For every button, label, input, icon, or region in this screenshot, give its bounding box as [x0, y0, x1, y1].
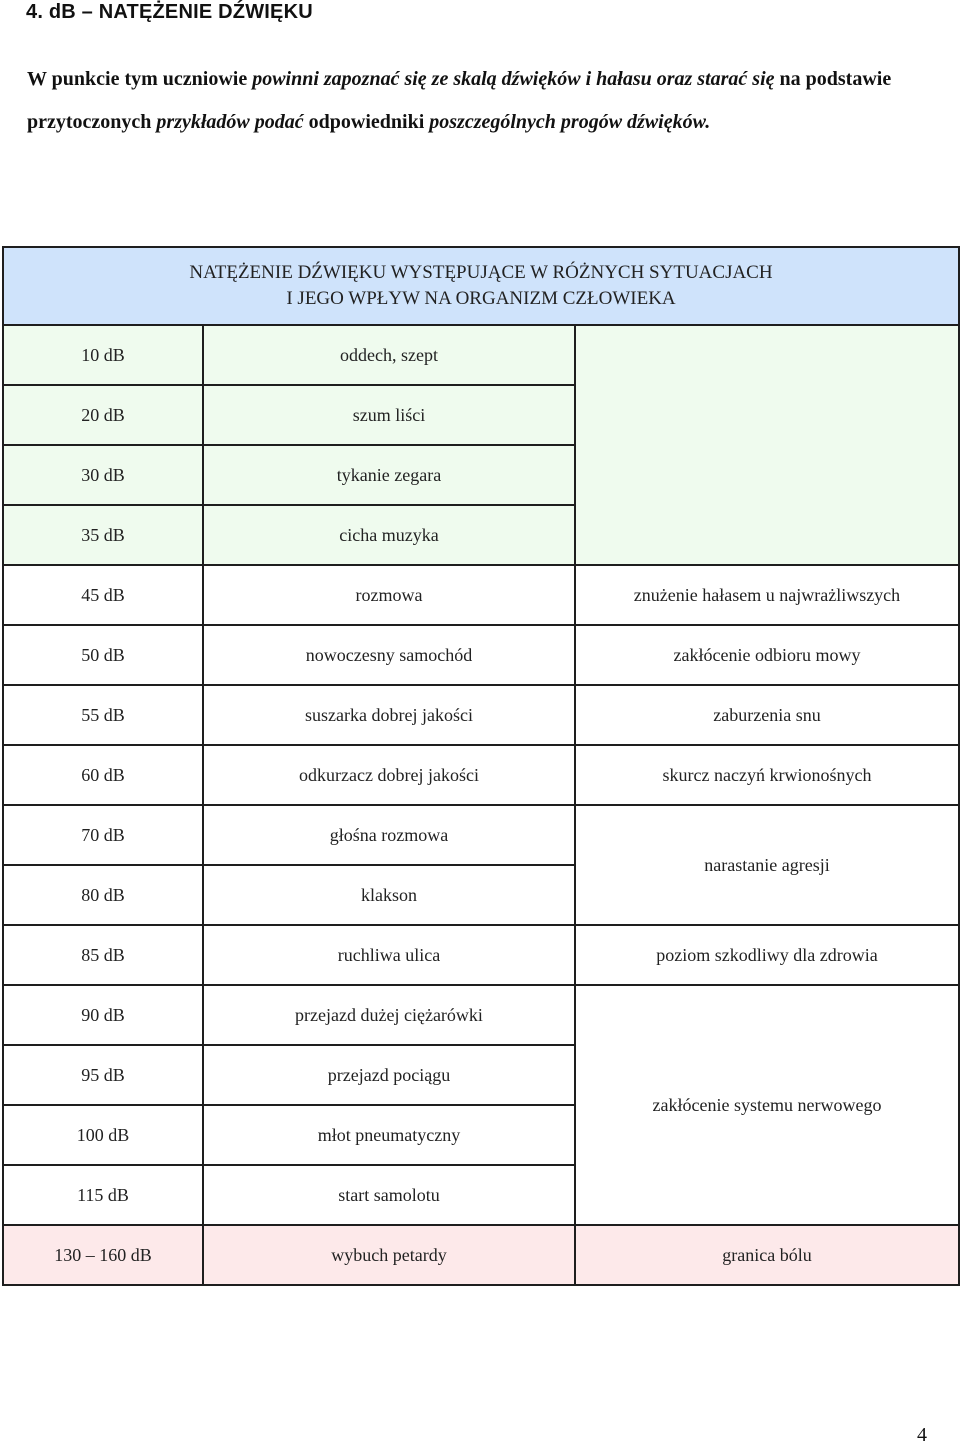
source-cell: przejazd pociągu	[203, 1045, 575, 1105]
level-cell: 35 dB	[3, 505, 203, 565]
source-cell: młot pneumatyczny	[203, 1105, 575, 1165]
level-cell: 80 dB	[3, 865, 203, 925]
effect-cell: narastanie agresji	[575, 805, 959, 925]
source-cell: nowoczesny samochód	[203, 625, 575, 685]
level-cell: 50 dB	[3, 625, 203, 685]
level-cell: 130 – 160 dB	[3, 1225, 203, 1285]
effect-cell-empty	[575, 325, 959, 565]
source-cell: szum liści	[203, 385, 575, 445]
source-cell: ruchliwa ulica	[203, 925, 575, 985]
page-number: 4	[917, 1424, 927, 1446]
level-cell: 115 dB	[3, 1165, 203, 1225]
level-cell: 55 dB	[3, 685, 203, 745]
table-row	[3, 805, 959, 865]
level-cell: 95 dB	[3, 1045, 203, 1105]
level-cell: 30 dB	[3, 445, 203, 505]
level-cell: 20 dB	[3, 385, 203, 445]
source-cell: rozmowa	[203, 565, 575, 625]
source-cell: oddech, szept	[203, 325, 575, 385]
source-cell: przejazd dużej ciężarówki	[203, 985, 575, 1045]
effect-cell: granica bólu	[575, 1225, 959, 1285]
intro-text-2: powinni zapoznać się ze skalą dźwięków i hałasu oraz starać się	[252, 68, 775, 90]
table-row	[3, 565, 959, 625]
effect-cell: zakłócenie systemu nerwowego	[575, 985, 959, 1225]
table-row	[3, 1225, 959, 1285]
source-cell: odkurzacz dobrej jakości	[203, 745, 575, 805]
effect-cell: znużenie hałasem u najwrażliwszych	[575, 565, 959, 625]
table-row	[3, 325, 959, 385]
source-cell: tykanie zegara	[203, 445, 575, 505]
level-cell: 100 dB	[3, 1105, 203, 1165]
intro-paragraph	[27, 58, 907, 144]
source-cell: start samolotu	[203, 1165, 575, 1225]
effect-cell: poziom szkodliwy dla zdrowia	[575, 925, 959, 985]
effect-cell: zaburzenia snu	[575, 685, 959, 745]
level-cell: 60 dB	[3, 745, 203, 805]
intro-text-4: przykładów podać	[156, 111, 304, 133]
source-cell: klakson	[203, 865, 575, 925]
intro-text-5: odpowiedniki	[303, 111, 430, 133]
table-title-line-1: NATĘŻENIE DŹWIĘKU WYSTĘPUJĄCE W RÓŻNYCH SYTUACJACH	[189, 262, 773, 283]
source-cell: cicha muzyka	[203, 505, 575, 565]
level-cell: 45 dB	[3, 565, 203, 625]
table-title	[3, 247, 959, 325]
table-row	[3, 925, 959, 985]
level-cell: 70 dB	[3, 805, 203, 865]
table-row	[3, 745, 959, 805]
level-cell: 90 dB	[3, 985, 203, 1045]
table-row	[3, 985, 959, 1045]
source-cell: głośna rozmowa	[203, 805, 575, 865]
table-title-line-2: I JEGO WPŁYW NA ORGANIZM CZŁOWIEKA	[286, 288, 676, 309]
table-row	[3, 625, 959, 685]
effect-cell: zakłócenie odbioru mowy	[575, 625, 959, 685]
sound-intensity-table	[2, 246, 960, 1286]
intro-text-6: poszczególnych progów dźwięków.	[429, 111, 711, 133]
table-row	[3, 685, 959, 745]
section-heading: 4. dB – NATĘŻENIE DŹWIĘKU	[26, 1, 313, 23]
intro-text-3: na podstawie przytoczonych	[27, 68, 892, 133]
source-cell: wybuch petardy	[203, 1225, 575, 1285]
intro-text-1: W punkcie tym uczniowie	[27, 68, 253, 90]
level-cell: 10 dB	[3, 325, 203, 385]
level-cell: 85 dB	[3, 925, 203, 985]
effect-cell: skurcz naczyń krwionośnych	[575, 745, 959, 805]
source-cell: suszarka dobrej jakości	[203, 685, 575, 745]
